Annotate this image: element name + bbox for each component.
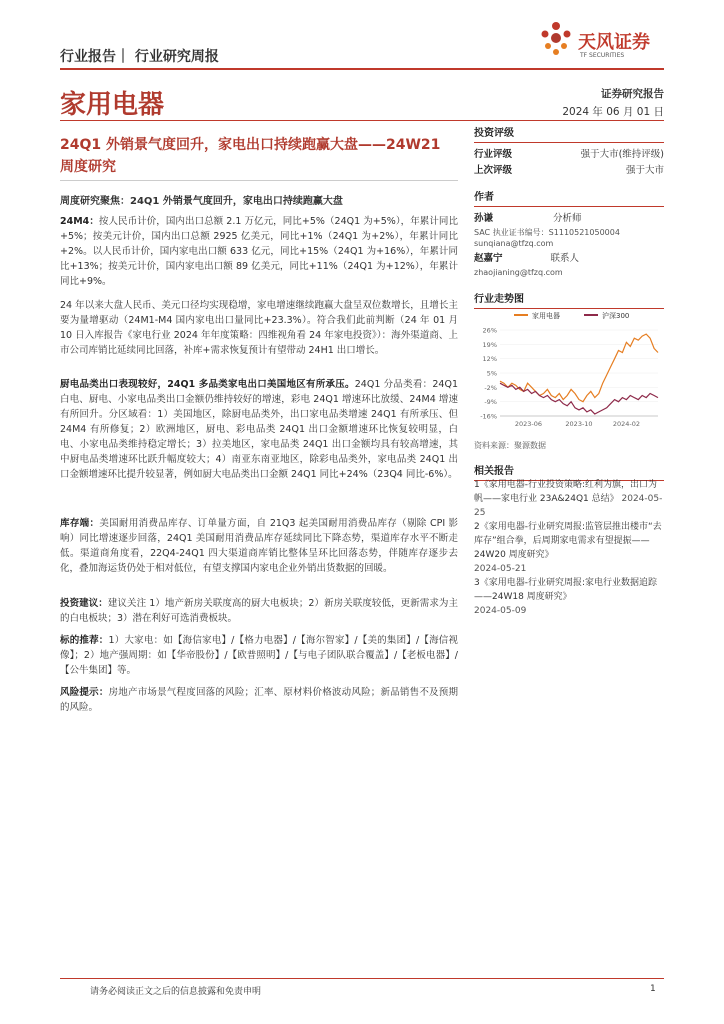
rating-row [474, 163, 664, 179]
paragraph-lead: 标的推荐： [60, 635, 109, 646]
related-heading: 相关报告 [474, 466, 514, 477]
header-divider [60, 68, 664, 70]
paragraph-text: 美国耐用消费品库存、订单量方面，自 21Q3 起美国耐用消费品库存（剔除 CPI 影响）同比增速逐步回落，24Q1 美国耐用消费品库存延续同比下降态势，渠道库存水平不断走低。渠道商角度看，22Q4-24Q1 四大渠道商库销比整体呈环比回落态势，伴随库存逐步去化，叠加海运货仍处于相对低位，有望支撑国内家电企业外销出货数据的回暖。 [60, 518, 458, 574]
y-tick-label: 26% [482, 326, 497, 335]
report-date: 2024 年 06 月 01 日 [562, 106, 664, 118]
y-tick-label: -16% [480, 412, 497, 421]
page-number: 1 [650, 984, 656, 994]
y-tick-label: 5% [486, 369, 497, 378]
author-email[interactable]: zhaojianing@tfzq.com [474, 268, 563, 277]
focus-heading: 周度研究聚焦：24Q1 外销景气度回升，家电出口持续跑赢大盘 [60, 196, 343, 207]
x-tick-label: 2023-10 [565, 420, 593, 428]
paragraph-recommendations [60, 633, 458, 678]
rating-section [474, 124, 664, 179]
paragraph-investment-advice [60, 596, 458, 626]
footer-disclaimer: 请务必阅读正文之后的信息披露和免责申明 [90, 987, 262, 997]
paragraph-growth [60, 298, 458, 358]
trend-chart-svg [474, 306, 664, 434]
paragraph-text: 房地产市场景气程度回落的风险；汇率、原材料价格波动风险；新品销售不及预期的风险。 [60, 687, 458, 713]
paragraph-text: 建议关注 1）地产新房关联度高的厨大电板块；2）新房关联度较低，更新需求为主的白电板块；3）潜在利好可选消费板块。 [60, 598, 458, 624]
x-tick-label: 2023-06 [514, 420, 543, 428]
report-category: 证券研究报告 [601, 88, 664, 100]
author-name: 赵嘉宁 [474, 253, 503, 264]
legend-label: 沪深300 [602, 312, 630, 320]
paragraph-categories [60, 377, 458, 482]
rating-value: 强于大市 [625, 165, 664, 176]
paragraph-lead: 风险提示： [60, 687, 109, 698]
related-item-title[interactable]: 2《家用电器-行业研究周报:监管层推出楼市“去库存”组合拳，后周期家电需求有望提振——24W20 周度研究》 [474, 522, 662, 560]
chart-source: 资料来源：聚源数据 [474, 441, 546, 450]
tf-logo-icon [536, 18, 576, 64]
paragraph-text: 24Q1 分品类看：24Q1 白电、厨电、小家电品类出口金额仍维持较好的增速，彩电 24Q1 增速环比放缓、24M4 增速有所回升。分区域看：1）美国地区，除厨电品类外，出口家电品类增速 24Q1 有所承压、但 24M4 有所修复；2）欧洲地区，厨电、彩电品类 24Q1 出口金额增速环比恢复较明显，白电、小家电品类维持稳定增长；3）拉美地区，家电品类 24Q1 出口金额均具有较高增速，其中厨电品类增速环比跃升幅度较大；4）南亚东南亚地区，除彩电品类外，家电品类 24Q1 出口金额增速环比提升较显著，例如厨大电品类出口金额 24Q1 同比+24%（23Q4 同比-6%）。 [60, 379, 458, 480]
paragraph-lead: 24M4： [60, 216, 99, 227]
industry-divider [60, 120, 664, 121]
y-tick-label: -9% [484, 398, 497, 407]
related-item-title[interactable]: 3《家用电器-行业研究周报:家电行业数据追踪——24W18 周度研究》 [474, 578, 658, 602]
author-cert: SAC 执业证书编号：S1110521050004 [474, 228, 620, 237]
related-item[interactable] [474, 478, 664, 520]
title-divider [60, 180, 458, 181]
rating-value: 强于大市(维持评级) [580, 149, 664, 160]
legend-label: 家用电器 [532, 312, 560, 320]
paragraph-text: 24 年以来大盘人民币、美元口径均实现稳增，家电增速继续跑赢大盘呈双位数增长，且增长主要为量增驱动（24M1-M4 国内家电出口量同比+23.3%）。符合我们此前判断（24 年 01 月 10 日入库报告《家电行业 2024 年年度策略：四维视角看 24 年家电投资》）：海外渠道商、上市公司库销比延续同比回落，补库+需求恢复预计有望带动 24H1 出口增长。 [60, 300, 458, 356]
paragraph-export-data [60, 214, 458, 289]
paragraph-text: 按人民币计价，国内出口总额 2.1 万亿元，同比+5%（24Q1 为+5%），年累计同比+5%；按美元计价，国内出口总额 2925 亿美元，同比+1%（24Q1 为+2%），年累计同比+2%。以人民币计价，国内家电出口额 633 亿元，同比+15%（24Q1 为+16%），年累计同比+13%；按美元计价，国内家电出口额 89 亿美元，同比+11%（24Q1 为+12%），年累计同比+9%。 [60, 216, 458, 287]
related-item[interactable] [474, 576, 664, 618]
trend-chart [474, 306, 664, 440]
author-role: 联系人 [550, 253, 580, 264]
authors-heading: 作者 [474, 192, 494, 203]
paragraph-risks [60, 685, 458, 715]
trend-heading: 行业走势图 [474, 294, 524, 305]
rating-label: 上次评级 [474, 165, 513, 176]
footer-divider [60, 978, 664, 979]
paragraph-text: 1）大家电：如【海信家电】/【格力电器】/【海尔智家】/【美的集团】/【海信视像】；2）地产强周期：如【华帝股份】/【欧普照明】/【与电子团队联合覆盖】/【老板电器】/【公牛集团】等。 [60, 635, 458, 676]
y-tick-label: 12% [482, 355, 497, 364]
paragraph-lead: 厨电品类出口表现较好，24Q1 多品类家电出口美国地区有所承压。 [60, 379, 355, 390]
related-item-date: 2024-05-21 [474, 564, 527, 574]
related-list [474, 478, 664, 618]
authors-section [474, 188, 664, 278]
related-item-date: 2024-05-09 [474, 606, 527, 616]
author-row [474, 251, 664, 267]
x-tick-label: 2024-02 [612, 420, 640, 428]
y-tick-label: 19% [482, 340, 497, 349]
logo-text-en: TF SECURITIES [580, 52, 625, 59]
author-role: 分析师 [553, 213, 582, 224]
author-row [474, 211, 664, 227]
rating-heading: 投资评级 [474, 128, 514, 139]
author-name: 孙谦 [474, 213, 494, 224]
y-tick-label: -2% [484, 383, 497, 392]
logo-text-cn: 天风证券 [578, 32, 650, 53]
paragraph-lead: 投资建议： [60, 598, 108, 609]
rating-row [474, 147, 664, 163]
authors-divider [474, 206, 664, 207]
rating-label: 行业评级 [474, 149, 513, 160]
author-email[interactable]: sunqiana@tfzq.com [474, 239, 554, 248]
rating-divider [474, 142, 664, 143]
report-title: 24Q1 外销景气度回升，家电出口持续跑赢大盘——24W21 周度研究 [60, 137, 441, 175]
company-logo [536, 18, 666, 66]
related-item-date: 2024-05-25 [474, 494, 663, 518]
paragraph-lead: 库存端： [60, 518, 100, 529]
related-item-title[interactable]: 1《家用电器-行业投资策略:红利为旗，出口为帆——家电行业 23A&24Q1 总结》 [474, 480, 658, 504]
industry-title: 家用电器 [60, 90, 165, 120]
report-type-header: 行业报告｜ 行业研究周报 [60, 49, 219, 65]
paragraph-inventory [60, 516, 458, 576]
related-item[interactable] [474, 520, 664, 576]
